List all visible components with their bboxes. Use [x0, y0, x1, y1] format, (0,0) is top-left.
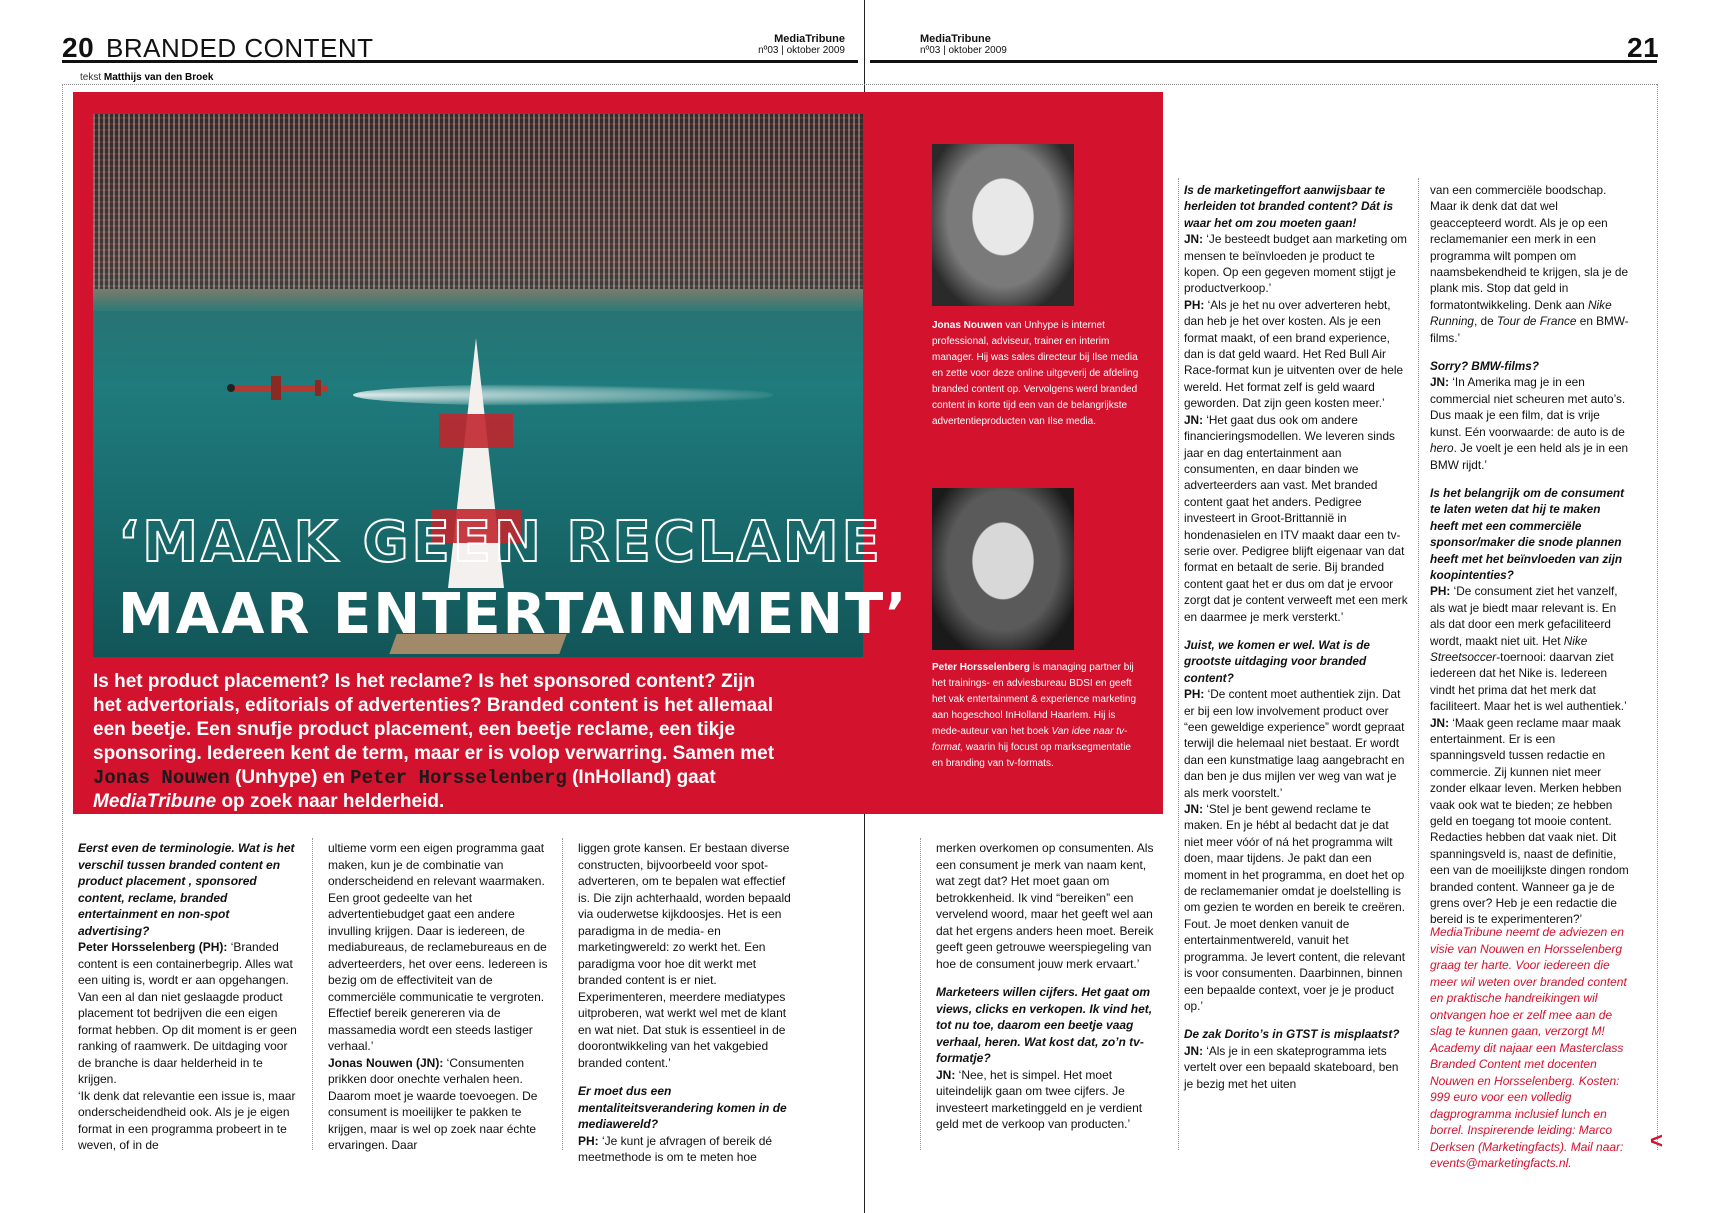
answer-text: ‘In Amerika mag je in een commercial niet scheuren met auto’s. Dus maak je een film, dat is vrije kunst. Eén voorwaarde: de auto is de — [1430, 375, 1626, 439]
bio-jonas — [932, 318, 1144, 430]
answer-text: ‘Het gaat dus ook om andere financieringsmodellen. We leveren sinds jaar en dag entertainment aan consumenten, en daar binden we adverteerders aan vast. Met branded content gaat het anders. Pedigree investeert in Groot-Brittannië in hondenasielen en ITV maakt daar een tv-serie over. Pedigree blijft eigenaar van dat format en betaalt de serie. Bij branded content gaat het er dus om dat je ervoor zorgt dat je content verweeft met een merk en daarmee je merk versterkt.’ — [1184, 412, 1408, 624]
pylon-red-band — [439, 414, 513, 448]
column-rule — [920, 838, 921, 1150]
interview-question: Marketeers willen cijfers. Het gaat om views, clicks en verkopen. Ik vind het, tot nu toe, daarom een beetje vaag verhaal, heren. Wat kost dat, zo’n tv-formatje? — [936, 985, 1153, 1065]
answer-text: ‘Maak geen reclame maar maak entertainment. Er is een spanningsveld tussen redactie en commercie. Zij kunnen niet meer zonder elkaar leven. Merken hebben vaak ook wat te bieden; ze hebben geld en toegang tot mooie content. Redacties hebben dat vaak niet. Dit spanningsveld is, naast de definitie, een van de moeilijkste dingen rondom branded content. Wanneer ga je de grens over? Heb je een redactie die bereid is te experimenteren?’ — [1430, 715, 1629, 927]
brand-name: MediaTribune — [774, 33, 845, 45]
answer-text: en BMW-films.’ — [1430, 314, 1629, 345]
masterclass-note: MediaTribune neemt de adviezen en visie van Nouwen en Horsselenberg graag ter harte. Voor iedereen die meer wil weten over branded content en praktische handreikingen wil ontvangen hoe er zelf mee aan de slag te kunnen gaan, verzorgt M! Academy dit najaar een Masterclass Branded Content met docenten Nouwen en Horsselenberg. Kosten: 999 euro voor een volledig dagprogramma inclusief lunch en borrel. Inspirerende leiding: Marco Derksen (Marketingfacts). Mail naar: events@marketingfacts.nl. — [1430, 925, 1627, 1170]
section-title: BRANDED CONTENT — [106, 33, 374, 63]
intro-name: Peter Horsselenberg — [350, 767, 567, 789]
answer-text: ‘Consumenten prikken door onechte verhalen heen. Daarom moet je waarde toevoegen. De consument is moeilijker te pakken te krijgen, maar is wel op zoek naar échte ervaringen. Daar — [328, 1055, 538, 1152]
end-mark: < — [1650, 1128, 1663, 1153]
column-rule — [1418, 178, 1419, 1150]
speaker-label: JN: — [1184, 412, 1204, 427]
speaker-label: JN: — [936, 1067, 956, 1082]
answer-italic: Nike Streetsoccer — [1430, 633, 1588, 664]
byline-prefix: tekst — [80, 72, 102, 83]
answer-text: ‘Je besteedt budget aan marketing om mensen te beïnvloeden je product te kopen. Op een gegeven moment stijgt je productverkoop.’ — [1184, 232, 1407, 296]
article-column-6 — [1430, 182, 1630, 928]
bio-text: is managing partner bij het trainings- en adviesbureau BDSI en geeft het vak entertainment & experience marketing aan hogeschool InHolland Haarlem. Hij is mede-auteur van het boek — [932, 662, 1136, 737]
issue-label: nº03 | oktober 2009 — [920, 45, 1007, 56]
article-column-2 — [328, 840, 548, 1154]
right-page-number: 21 — [1627, 32, 1660, 63]
article-column-3 — [578, 840, 798, 1166]
speaker-label: PH: — [1184, 297, 1205, 312]
speaker-label: PH: — [1184, 687, 1205, 702]
intro-name: Jonas Nouwen — [93, 767, 230, 789]
answer-text: ‘Ik denk dat relevantie een issue is, maar onderscheidendheid ook. Als je je eigen format in een programma probeert in te weven, of in de — [78, 1088, 296, 1152]
bio-name: Jonas Nouwen — [932, 320, 1003, 331]
answer-text: . Je voelt je een held als je in een BMW rijdt.’ — [1430, 441, 1629, 472]
right-masthead — [920, 33, 1050, 57]
article-column-5 — [1184, 182, 1410, 1092]
right-header-rule — [870, 60, 1657, 63]
bio-text: van Unhype is internet professional, adviseur, trainer en interim manager. Hij was sales directeur bij Ilse media en zette voor deze online uitgeverij de afdeling branded content op. Vervolgens werd branded content in korte tijd een van de belangrijkste advertentieproducten van Ilse media. — [932, 320, 1139, 427]
answer-text: ultieme vorm een eigen programma gaat maken, kun je de combinatie van onderscheidend en relevant waarmaken. Een groot gedeelte van het advertentiebudget gaat een andere invulling krijgen. Daar is iedereen, de mediabureaus, de reclamebureaus en de adverteerders, het over eens. Iedereen is bezig om de effectiviteit van de commerciële communicatie te vergroten. Effectief bereik genereren via de massamedia wordt een steeds lastiger verhaal.’ — [328, 841, 548, 1053]
intro-text: op zoek naar helderheid. — [216, 791, 445, 812]
column-rule — [1178, 178, 1179, 1150]
header-dotted-rule — [62, 84, 1657, 85]
answer-italic: hero — [1430, 441, 1454, 456]
bio-book: Van idee naar tv-format, — [932, 726, 1128, 753]
speaker-label: JN: — [1184, 802, 1204, 817]
answer-text: -toernooi: daarvan ziet iedereen dat het Nike is. Iedereen vindt het prima dat het merk dat faciliteert. Maar het is wel authentiek.’ — [1430, 649, 1627, 714]
left-page-number: 20 — [62, 32, 95, 63]
answer-text: ‘Nee, het is simpel. Het moet uiteindelijk gaan om twee cijfers. Je investeert marketinggeld en je verdient geld met de verkoop van producten.’ — [936, 1067, 1143, 1131]
headline-line-2: MAAR ENTERTAINMENT’ — [118, 582, 909, 647]
portrait-peter-horsselenberg — [932, 488, 1074, 650]
interview-question: Sorry? BMW-films? — [1430, 359, 1540, 374]
intro-magazine: MediaTribune — [93, 791, 217, 812]
speaker-label: JN: — [1430, 715, 1450, 730]
interview-question: Is het belangrijk om de consument te laten weten dat hij te maken heeft met een commerciële sponsor/maker die snode plannen heeft met het beïnvloeden van zijn koopintenties? — [1430, 485, 1625, 582]
answer-text: ‘Je kunt je afvragen of bereik dé meetmethode is om te meten hoe — [578, 1133, 773, 1164]
intro-text: Is het product placement? Is het reclame? Is het sponsored content? Zijn het advertorials, editorials of advertenties? Branded content is het allemaal een beetje. Een snufje product placement, een beetje reclame, een tikje sponsoring. Iedereen kent de term, maar er is volop verwarring. Samen met — [93, 671, 775, 764]
headline-line-1: ‘MAAK GEEN RECLAME — [118, 510, 883, 575]
answer-text: ‘Branded content is een containerbegrip. Alles wat een uiting is, wordt er aan opgehangen. Van een al dan niet geslaagde product placement tot bedrijven die een eigen format hebben. Op dit moment is er geen ranking of raamwerk. De uitdaging voor de branche is daar helderheid in te krijgen. — [78, 940, 297, 1086]
intro-text: (InHolland) gaat — [566, 767, 716, 788]
answer-text: ‘Stel je bent gewend reclame te maken. En je hébt al bedacht dat je dat niet meer vóór of ná het programma wilt doen, maar tijdens. Je pakt dan een moment in het programma, en doet het op de reclamemanier omdat je doelstelling is om gezien te worden en bereik te creëren. Fout. Je moet denken vanuit de entertainmentwereld, vanuit het programma. Je levert content, die relevant is voor consumenten. Daarbinnen, binnen een bepaalde context, voer je je product op.’ — [1184, 802, 1405, 1013]
speaker-label: PH: — [578, 1133, 599, 1148]
answer-text: ‘Als je in een skateprogramma iets vertelt over een bepaald skateboard, ben je bezig met het uiten — [1184, 1043, 1399, 1091]
answer-text: ‘De content moet authentiek zijn. Dat er bij een low involvement product over “een geweldige experience” wordt gepraat terwijl die helemaal niet bestaat. Er wordt dan een kunstmatige laag aangebracht en dan ben je dus mijlen ver weg van wat je als merk voorstelt.’ — [1184, 687, 1405, 800]
answer-text: merken overkomen op consumenten. Als een consument je merk van naam kent, wat zegt dat? Het moet gaan om betrokkenheid. Ik vind “bereiken” een vervelend woord, maar het geeft wel aan dat het ergens anders heen moet. Bereik geeft geen getrouwe weerspiegeling van hoe de consument jouw merk ervaart.’ — [936, 841, 1154, 971]
article-column-1 — [78, 840, 298, 1154]
article-column-4 — [936, 840, 1164, 1133]
byline-author: Matthijs van den Broek — [103, 72, 214, 83]
column-rule — [1657, 84, 1658, 1150]
speaker-label: Jonas Nouwen (JN): — [328, 1055, 444, 1070]
crowd-area — [93, 114, 863, 299]
intro-paragraph — [93, 670, 783, 814]
answer-text: van een commerciële boodschap. Maar ik denk dat dat wel geaccepteerd wordt. Als je op een reclamemanier een merk in een programma wilt pompen om naamsbekendheid te krijgen, sla je de plank mis. Stop dat geld in formatontwikkeling. Denk aan — [1430, 183, 1629, 312]
airplane-icon — [223, 376, 373, 400]
column-rule — [62, 84, 63, 1150]
issue-label: nº03 | oktober 2009 — [758, 45, 845, 56]
interview-question: Er moet dus een mentaliteitsverandering komen in de mediawereld? — [578, 1084, 787, 1131]
answer-italic: Tour de France — [1496, 314, 1577, 329]
byline — [80, 72, 213, 83]
bio-text: waarin hij focust op marksegmentatie en branding van tv-formats. — [932, 742, 1131, 769]
speaker-label: JN: — [1184, 1043, 1204, 1058]
answer-text: ‘De consument ziet het vanzelf, als wat je biedt maar relevant is. En als dat door een merk gefaciliteerd wordt, maakt niet uit. Het — [1430, 584, 1618, 648]
speaker-label: Peter Horsselenberg (PH): — [78, 940, 228, 954]
intro-text: (Unhype) en — [229, 767, 351, 788]
bio-peter — [932, 660, 1144, 772]
speaker-label: JN: — [1184, 232, 1204, 247]
air-race-photo — [93, 114, 863, 657]
portrait-jonas-nouwen — [932, 144, 1074, 306]
speaker-label: JN: — [1430, 375, 1450, 390]
smoke-trail — [353, 384, 773, 406]
shoreline — [93, 289, 863, 311]
column-rule — [312, 838, 313, 1150]
interview-question: De zak Dorito’s in GTST is misplaatst? — [1184, 1027, 1400, 1042]
answer-text: liggen grote kansen. Er bestaan diverse constructen, bijvoorbeeld voor spot-adverteren, om te bepalen wat effectief is. Die zijn achterhaald, worden bepaald via ouderwetse kijkdoosjes. Het is een paradigma in de media- en marketingwereld: zo werkt het. Een paradigma voor hoe dit werkt met branded content is er niet. Experimenteren, meerdere mediatypes uitproberen, wat werkt wel met de klant en wat niet. Dat stuk is essentieel in de doorontwikkeling van het vakgebied branded content.’ — [578, 841, 791, 1070]
answer-text: ‘Als je het nu over adverteren hebt, dan heb je het over kosten. Als je een format maakt, of een brand experience, dan is dat geld waard. Het Red Bull Air Race-format kun je uitventen over de hele wereld. Het format zelf is geld waard geworden. Dat zijn geen kosten meer.’ — [1184, 297, 1404, 411]
bio-name: Peter Horsselenberg — [932, 662, 1030, 673]
speaker-label: PH: — [1430, 584, 1451, 599]
left-masthead — [715, 33, 845, 57]
interview-question: Is de marketingeffort aanwijsbaar te herleiden tot branded content? Dát is waar het om zou moeten gaan! — [1184, 183, 1394, 230]
column-rule — [562, 838, 563, 1150]
brand-name: MediaTribune — [920, 33, 991, 45]
interview-question: Eerst even de terminologie. Wat is het verschil tussen branded content en product placement , sponsored content, reclame, branded entertainment en non-spot advertising? — [78, 841, 295, 938]
answer-text: , de — [1473, 314, 1497, 329]
interview-question: Juist, we komen er wel. Wat is de grootste uitdaging voor branded content? — [1184, 637, 1370, 685]
answer-italic: Nike Running — [1430, 297, 1612, 329]
